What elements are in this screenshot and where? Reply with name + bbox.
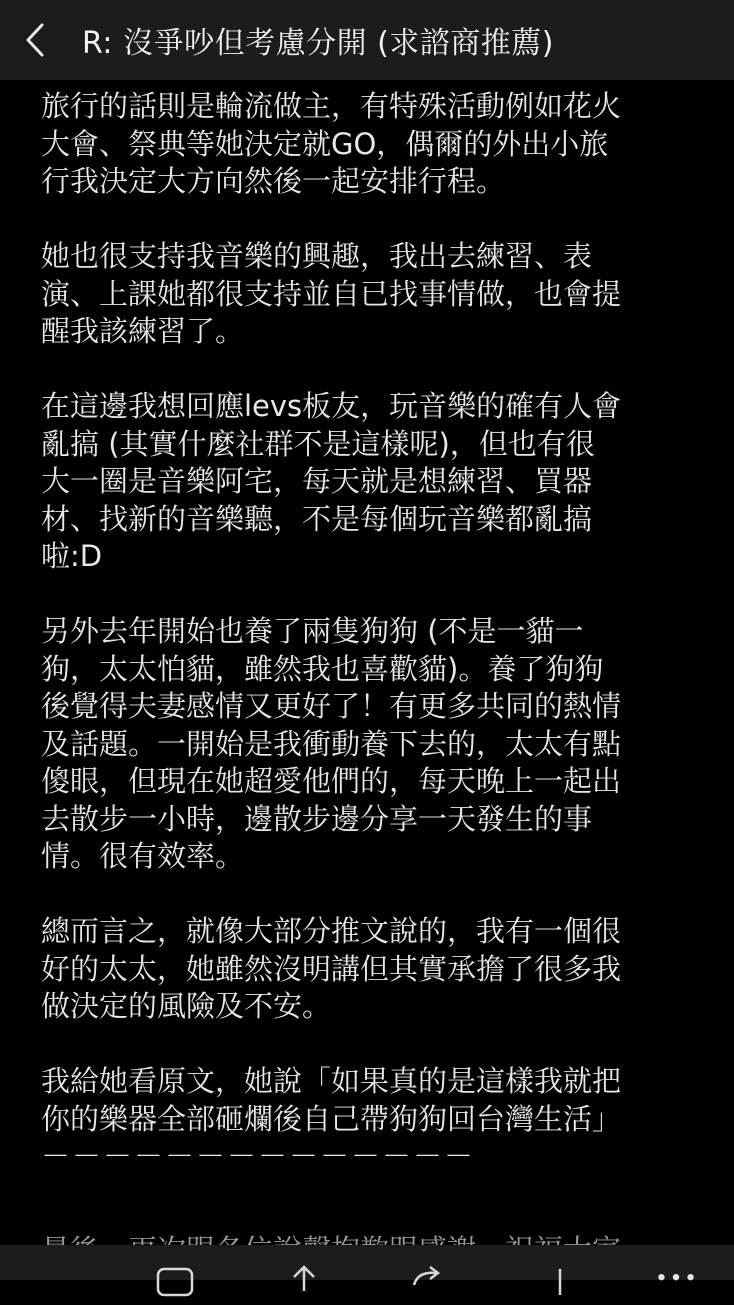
faded-text-line <box>41 1232 621 1246</box>
text-line: 在這邊我想回應levs板友，玩音樂的確有人會 <box>41 389 622 423</box>
text-line: 她也很支持我音樂的興趣，我出去練習、表 <box>41 239 593 273</box>
share-icon[interactable] <box>284 1265 324 1305</box>
add-icon[interactable] <box>540 1265 580 1305</box>
post-body <box>41 88 701 1176</box>
paragraph-reply-levs <box>41 388 701 576</box>
text-line: 總而言之，就像大部分推文說的，我有一個很 <box>41 914 622 948</box>
text-line: 好的太太，她雖然沒明講但其實承擔了很多我 <box>41 951 622 986</box>
text-line: 傻眼，但現在她超愛他們的，每天晚上一起出 <box>41 764 622 798</box>
text-line: 材、找新的音樂聽，不是每個玩音樂都亂搞 <box>41 501 593 536</box>
paragraph-music-support <box>41 238 701 351</box>
paragraph-wife-reaction <box>41 1063 701 1176</box>
text-line: 醒我該練習了。 <box>41 314 245 348</box>
text-line: 你的樂器全部砸爛後自己帶狗狗回台灣生活」 <box>41 1101 622 1136</box>
bottom-toolbar <box>0 1245 734 1280</box>
text-line: 去散步一小時，邊散步邊分享一天發生的事 <box>41 801 593 836</box>
text-line: 演、上課她都很支持並自已找事情做，也會提 <box>41 276 622 311</box>
page-title: R: 沒爭吵但考慮分開 (求諮商推薦) <box>82 26 555 61</box>
text-line: 行我決定大方向然後一起安排行程。 <box>41 164 506 198</box>
text-line: 做決定的風險及不安。 <box>41 989 332 1023</box>
reply-icon[interactable] <box>408 1265 448 1305</box>
chevron-left-icon <box>24 22 46 58</box>
text-line: 亂搞 (其實什麼社群不是這樣呢)，但也有很 <box>41 426 595 461</box>
text-line: 另外去年開始也養了兩隻狗狗 (不是一貓一 <box>41 614 584 648</box>
text-line: 旅行的話則是輪流做主，有特殊活動例如花火 <box>41 89 622 123</box>
paragraph-travel <box>41 88 701 201</box>
more-icon[interactable] <box>656 1259 696 1299</box>
top-navigation-bar <box>0 0 734 80</box>
text-line: 後覺得夫妻感情又更好了！有更多共同的熱情 <box>41 689 622 723</box>
back-button[interactable] <box>0 0 82 80</box>
text-line: 狗，太太怕貓，雖然我也喜歡貓)。養了狗狗 <box>41 651 604 686</box>
text-line: 大一圈是音樂阿宅，每天就是想練習、買器 <box>41 464 593 498</box>
paragraph-summary <box>41 913 701 1026</box>
text-line: 情。很有效率。 <box>41 839 245 873</box>
text-line: 及話題。一開始是我衝動養下去的，太太有點 <box>41 726 622 761</box>
text-line: 啦:D <box>41 539 103 573</box>
comment-icon[interactable] <box>156 1265 196 1305</box>
paragraph-dogs <box>41 613 701 876</box>
text-line: 大會、祭典等她決定就GO，偶爾的外出小旅 <box>41 126 609 161</box>
divider-line: －－－－－－－－－－－－－－ <box>41 1139 476 1173</box>
text-line: 我給她看原文，她說「如果真的是這樣我就把 <box>41 1064 622 1098</box>
